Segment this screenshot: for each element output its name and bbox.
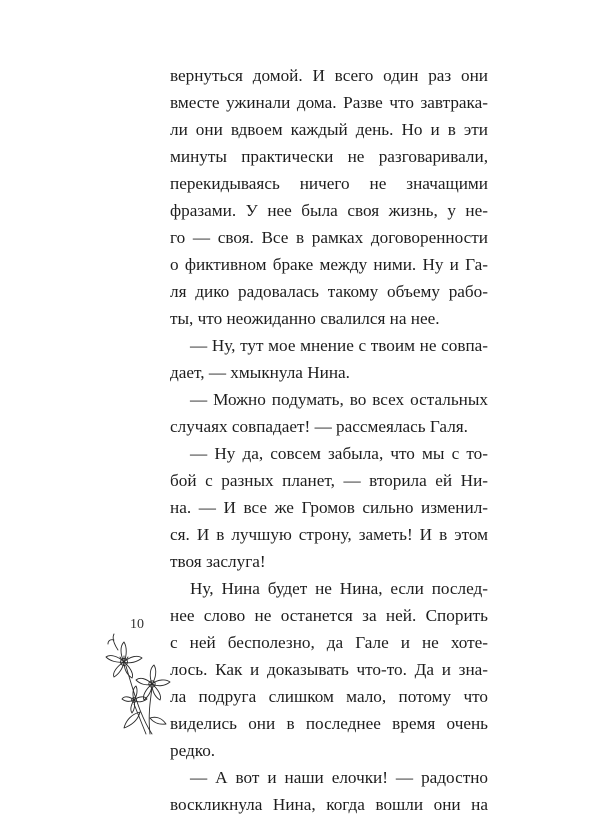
text-line: случаях совпадает! — рассмеялась Галя.: [170, 417, 468, 436]
text-line: — А вот и наши елочки! — радостно: [190, 768, 488, 787]
text-line: перекидываясь ничего не значащими: [170, 174, 488, 193]
text-line: на. — И все же Громов сильно изменил-: [170, 498, 488, 517]
text-line: фразами. У нее была своя жизнь, у не-: [170, 201, 488, 220]
text-line: бой с разных планет, — вторила ей Ни-: [170, 471, 488, 490]
text-line: редко.: [170, 741, 216, 760]
text-line: — Ну, тут мое мнение с твоим не совпа-: [190, 336, 488, 355]
text-line: ля дико радовалась такому объему рабо-: [170, 282, 488, 301]
body-text: [170, 62, 488, 818]
text-line: воскликнула Нина, когда вошли они на: [170, 795, 488, 814]
text-line: Ну, Нина будет не Нина, если послед-: [190, 579, 488, 598]
text-line: дает, — хмыкнула Нина.: [170, 363, 350, 382]
text-line: твоя заслуга!: [170, 552, 266, 571]
text-line: о фиктивном браке между ними. Ну и Га-: [170, 255, 488, 274]
text-line: лось. Как и доказывать что-то. Да и зна-: [170, 660, 488, 679]
text-line: ли они вдвоем каждый день. Но и в эти: [170, 120, 488, 139]
text-line: вернуться домой. И всего один раз они: [170, 66, 488, 85]
flower-ornament-icon: [100, 630, 180, 735]
text-line: — Ну да, совсем забыла, что мы с то-: [190, 444, 488, 463]
text-line: виделись они в последнее время очень: [170, 714, 488, 733]
text-line: ла подруга слишком мало, потому что: [170, 687, 488, 706]
text-line: ты, что неожиданно свалился на нее.: [170, 309, 440, 328]
text-line: вместе ужинали дома. Разве что завтрака-: [170, 93, 488, 112]
page-number: 10: [130, 617, 144, 632]
text-line: минуты практически не разговаривали,: [170, 147, 488, 166]
text-line: — Можно подумать, во всех остальных: [190, 390, 488, 409]
text-line: ся. И в лучшую строну, заметь! И в этом: [170, 525, 488, 544]
text-line: с ней бесполезно, да Гале и не хоте-: [170, 633, 488, 652]
text-line: нее слово не останется за ней. Спорить: [170, 606, 488, 625]
text-line: го — своя. Все в рамках договоренности: [170, 228, 488, 247]
